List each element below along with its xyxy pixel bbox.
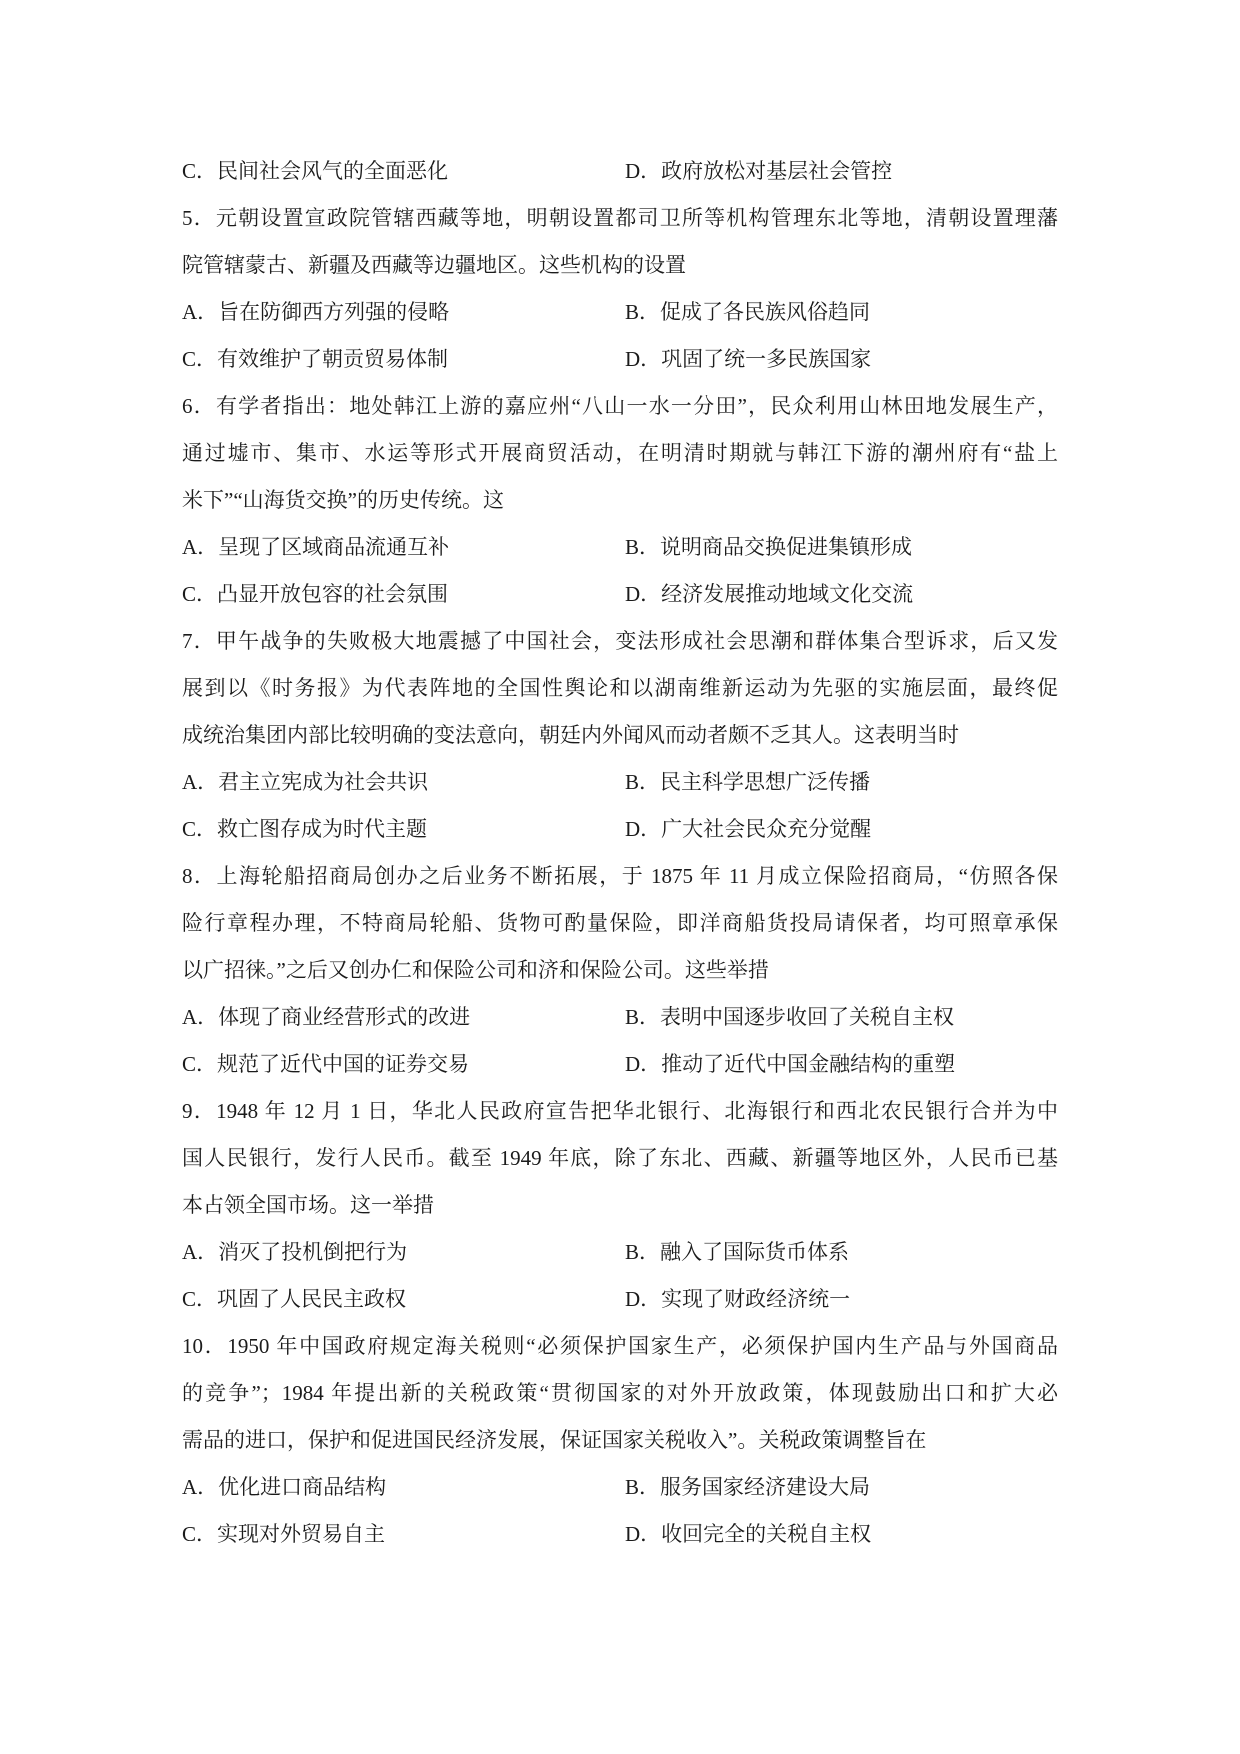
question-6-option-b: B．说明商品交换促进集镇形成 bbox=[625, 535, 913, 559]
question-9-option-c: C．巩固了人民民主政权 bbox=[182, 1287, 407, 1311]
question-7-option-b: B．民主科学思想广泛传播 bbox=[625, 770, 871, 794]
question-9-stem-line-1: 9．1948 年 12 月 1 日，华北人民政府宣告把华北银行、北海银行和西北农民银行合并为中 bbox=[182, 1099, 1058, 1123]
question-5-stem-line-1: 5．元朝设置宣政院管辖西藏等地，明朝设置都司卫所等机构管理东北等地，清朝设置理藩 bbox=[182, 206, 1058, 230]
question-6-stem-line-3: 米下”“山海货交换”的历史传统。这 bbox=[182, 488, 504, 512]
question-8-options-row-1 bbox=[182, 994, 1058, 1041]
question-10-stem-line-2: 的竞争”；1984 年提出新的关税政策“贯彻国家的对外开放政策，体现鼓励出口和扩大必 bbox=[182, 1381, 1058, 1405]
question-10-options-row-1 bbox=[182, 1464, 1058, 1511]
question-10-option-c: C．实现对外贸易自主 bbox=[182, 1522, 386, 1546]
question-9-stem-line-2: 国人民银行，发行人民币。截至 1949 年底，除了东北、西藏、新疆等地区外，人民币已基 bbox=[182, 1146, 1058, 1170]
question-4-options-row-1 bbox=[182, 148, 1058, 195]
question-9-stem-line-3: 本占领全国市场。这一举措 bbox=[182, 1193, 434, 1217]
question-5-options-row-1 bbox=[182, 289, 1058, 336]
question-9-options-row-2 bbox=[182, 1276, 1058, 1323]
question-9-options-row-1 bbox=[182, 1229, 1058, 1276]
question-8-options-row-2 bbox=[182, 1041, 1058, 1088]
question-7-options-row-1 bbox=[182, 759, 1058, 806]
question-7-stem-line-2: 展到以《时务报》为代表阵地的全国性舆论和以湖南维新运动为先驱的实施层面，最终促 bbox=[182, 676, 1058, 700]
question-9-option-b: B．融入了国际货币体系 bbox=[625, 1240, 850, 1264]
question-5-stem-line-2: 院管辖蒙古、新疆及西藏等边疆地区。这些机构的设置 bbox=[182, 253, 686, 277]
question-9-option-a: A．消灭了投机倒把行为 bbox=[182, 1240, 408, 1264]
question-5-option-c: C．有效维护了朝贡贸易体制 bbox=[182, 347, 449, 371]
question-8-option-b: B．表明中国逐步收回了关税自主权 bbox=[625, 1005, 955, 1029]
question-10-stem-line-1: 10．1950 年中国政府规定海关税则“必须保护国家生产，必须保护国内生产品与外国商品 bbox=[182, 1334, 1058, 1358]
question-5-option-a: A．旨在防御西方列强的侵略 bbox=[182, 300, 450, 324]
question-7-stem-line-1: 7．甲午战争的失败极大地震撼了中国社会，变法形成社会思潮和群体集合型诉求，后又发 bbox=[182, 629, 1058, 653]
question-8-option-c: C．规范了近代中国的证券交易 bbox=[182, 1052, 470, 1076]
question-7-stem-line-3: 成统治集团内部比较明确的变法意向，朝廷内外闻风而动者颇不乏其人。这表明当时 bbox=[182, 723, 959, 747]
question-6-stem-line-2: 通过墟市、集市、水运等形式开展商贸活动，在明清时期就与韩江下游的潮州府有“盐上 bbox=[182, 441, 1058, 465]
question-5-options-row-2 bbox=[182, 336, 1058, 383]
question-6-stem-line-1: 6．有学者指出：地处韩江上游的嘉应州“八山一水一分田”，民众利用山林田地发展生产， bbox=[182, 394, 1058, 418]
question-4-option-d: D．政府放松对基层社会管控 bbox=[625, 159, 893, 183]
question-10-stem-line-3: 需品的进口，保护和促进国民经济发展，保证国家关税收入”。关税政策调整旨在 bbox=[182, 1428, 927, 1452]
exam-content bbox=[182, 148, 1058, 1558]
question-5-option-d: D．巩固了统一多民族国家 bbox=[625, 347, 872, 371]
question-9-option-d: D．实现了财政经济统一 bbox=[625, 1287, 851, 1311]
question-4-option-c: C．民间社会风气的全面恶化 bbox=[182, 159, 449, 183]
question-8-stem-line-3: 以广招徕。”之后又创办仁和保险公司和济和保险公司。这些举措 bbox=[182, 958, 769, 982]
question-6-option-d: D．经济发展推动地域文化交流 bbox=[625, 582, 914, 606]
question-7-option-c: C．救亡图存成为时代主题 bbox=[182, 817, 428, 841]
question-7-options-row-2 bbox=[182, 806, 1058, 853]
question-5-option-b: B．促成了各民族风俗趋同 bbox=[625, 300, 871, 324]
question-10-option-b: B．服务国家经济建设大局 bbox=[625, 1475, 871, 1499]
question-8-option-d: D．推动了近代中国金融结构的重塑 bbox=[625, 1052, 956, 1076]
question-8-option-a: A．体现了商业经营形式的改进 bbox=[182, 1005, 471, 1029]
question-10-option-a: A．优化进口商品结构 bbox=[182, 1475, 387, 1499]
question-6-options-row-2 bbox=[182, 571, 1058, 618]
question-6-option-c: C．凸显开放包容的社会氛围 bbox=[182, 582, 449, 606]
question-8-stem-line-1: 8．上海轮船招商局创办之后业务不断拓展，于 1875 年 11 月成立保险招商局，“仿照各保 bbox=[182, 864, 1058, 888]
question-6-option-a: A．呈现了区域商品流通互补 bbox=[182, 535, 450, 559]
question-8-stem-line-2: 险行章程办理，不特商局轮船、货物可酌量保险，即洋商船货投局请保者，均可照章承保 bbox=[182, 911, 1058, 935]
question-7-option-d: D．广大社会民众充分觉醒 bbox=[625, 817, 872, 841]
question-7-option-a: A．君主立宪成为社会共识 bbox=[182, 770, 429, 794]
question-10-options-row-2 bbox=[182, 1511, 1058, 1558]
question-10-option-d: D．收回完全的关税自主权 bbox=[625, 1522, 872, 1546]
question-6-options-row-1 bbox=[182, 524, 1058, 571]
